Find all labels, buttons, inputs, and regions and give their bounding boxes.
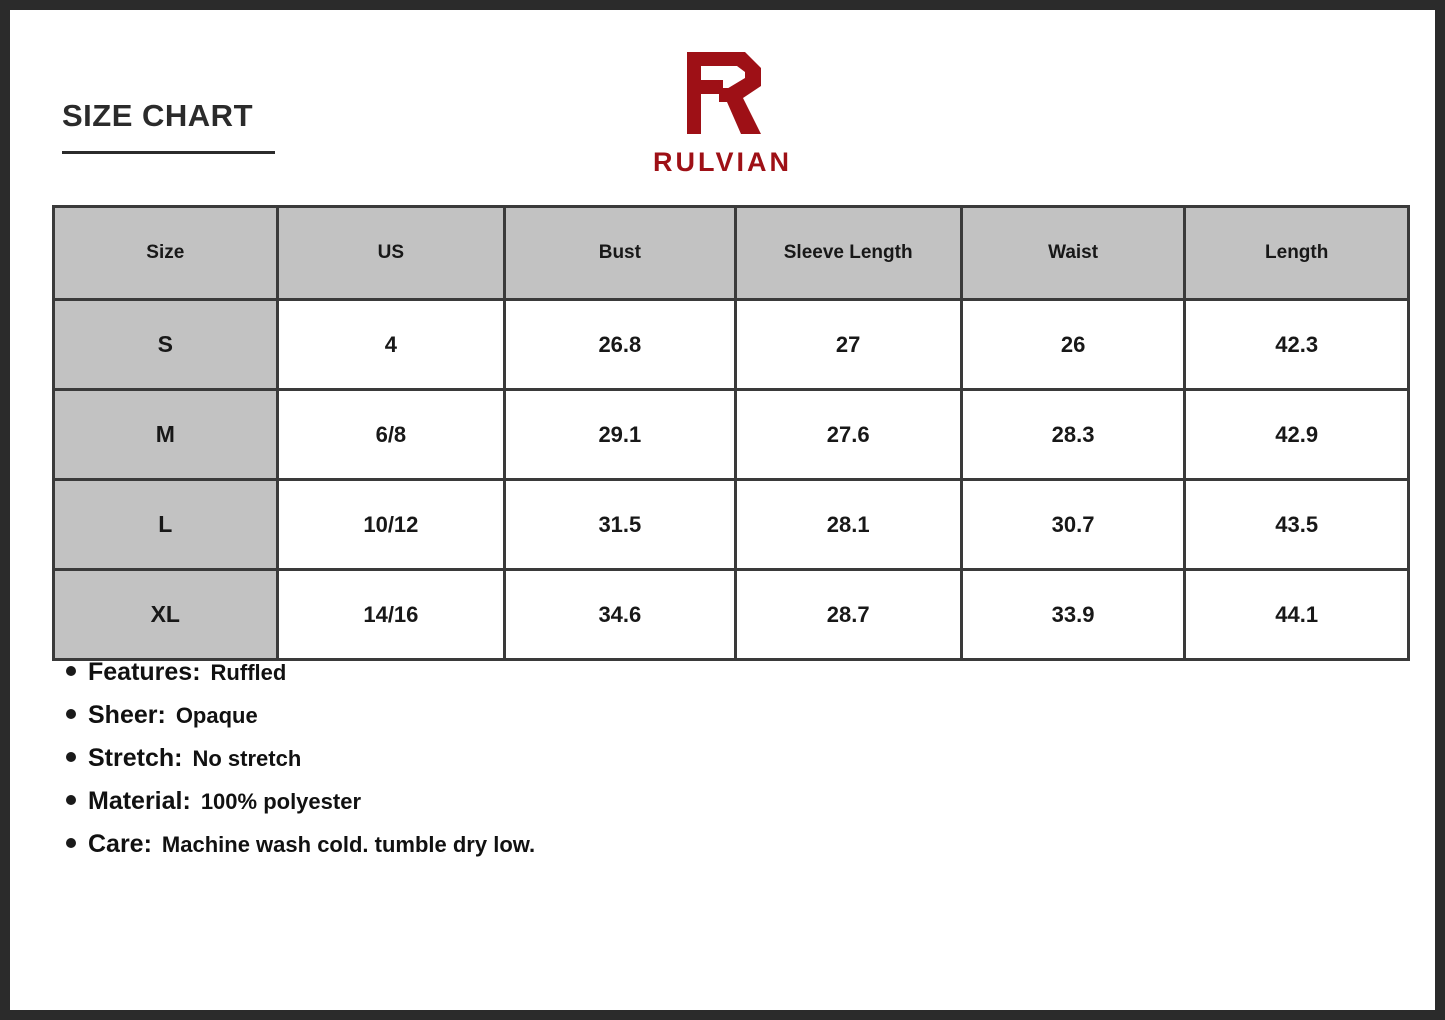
detail-label: Care: xyxy=(88,830,152,858)
column-header-sleeve-length: Sleeve Length xyxy=(735,207,961,300)
table-row xyxy=(54,300,1409,390)
detail-value: No stretch xyxy=(192,746,302,771)
detail-label: Stretch: xyxy=(88,744,183,772)
page-title: SIZE CHART xyxy=(62,98,253,133)
cell-sleeve-length: 28.1 xyxy=(735,480,961,570)
detail-value: Ruffled xyxy=(210,660,287,685)
cell-us: 4 xyxy=(277,300,505,390)
page-inner xyxy=(10,10,1435,1010)
list-item xyxy=(66,658,1366,687)
cell-length: 43.5 xyxy=(1185,480,1409,570)
cell-bust: 29.1 xyxy=(505,390,735,480)
cell-waist: 33.9 xyxy=(961,570,1185,660)
bullet-icon xyxy=(66,752,76,762)
cell-size: XL xyxy=(54,570,278,660)
product-details-list xyxy=(66,658,1366,873)
table-row xyxy=(54,480,1409,570)
header xyxy=(10,10,1435,185)
cell-size: L xyxy=(54,480,278,570)
size-table-wrapper xyxy=(52,205,1410,661)
cell-bust: 31.5 xyxy=(505,480,735,570)
brand-block xyxy=(10,46,1435,178)
bullet-icon xyxy=(66,709,76,719)
bullet-icon xyxy=(66,666,76,676)
cell-length: 44.1 xyxy=(1185,570,1409,660)
column-header-size: Size xyxy=(54,207,278,300)
cell-bust: 26.8 xyxy=(505,300,735,390)
brand-name: RULVIAN xyxy=(653,147,792,177)
size-table xyxy=(52,205,1410,661)
detail-label: Sheer: xyxy=(88,701,166,729)
detail-value: Opaque xyxy=(175,703,258,728)
cell-sleeve-length: 27 xyxy=(735,300,961,390)
table-row xyxy=(54,390,1409,480)
list-item xyxy=(66,744,1366,773)
cell-size: M xyxy=(54,390,278,480)
bullet-icon xyxy=(66,795,76,805)
list-item xyxy=(66,787,1366,816)
column-header-us: US xyxy=(277,207,505,300)
cell-sleeve-length: 27.6 xyxy=(735,390,961,480)
cell-us: 10/12 xyxy=(277,480,505,570)
cell-us: 6/8 xyxy=(277,390,505,480)
list-item xyxy=(66,701,1366,730)
rulvian-r-logo-icon xyxy=(10,46,1435,143)
column-header-bust: Bust xyxy=(505,207,735,300)
cell-size: S xyxy=(54,300,278,390)
bullet-icon xyxy=(66,838,76,848)
cell-sleeve-length: 28.7 xyxy=(735,570,961,660)
cell-waist: 26 xyxy=(961,300,1185,390)
detail-value: 100% polyester xyxy=(200,789,362,814)
cell-bust: 34.6 xyxy=(505,570,735,660)
detail-value: Machine wash cold. tumble dry low. xyxy=(161,832,536,857)
cell-us: 14/16 xyxy=(277,570,505,660)
cell-length: 42.3 xyxy=(1185,300,1409,390)
detail-label: Features: xyxy=(88,658,201,686)
column-header-length: Length xyxy=(1185,207,1409,300)
column-header-waist: Waist xyxy=(961,207,1185,300)
cell-waist: 28.3 xyxy=(961,390,1185,480)
list-item xyxy=(66,830,1366,859)
detail-label: Material: xyxy=(88,787,191,815)
table-row xyxy=(54,570,1409,660)
table-header-row xyxy=(54,207,1409,300)
cell-waist: 30.7 xyxy=(961,480,1185,570)
cell-length: 42.9 xyxy=(1185,390,1409,480)
